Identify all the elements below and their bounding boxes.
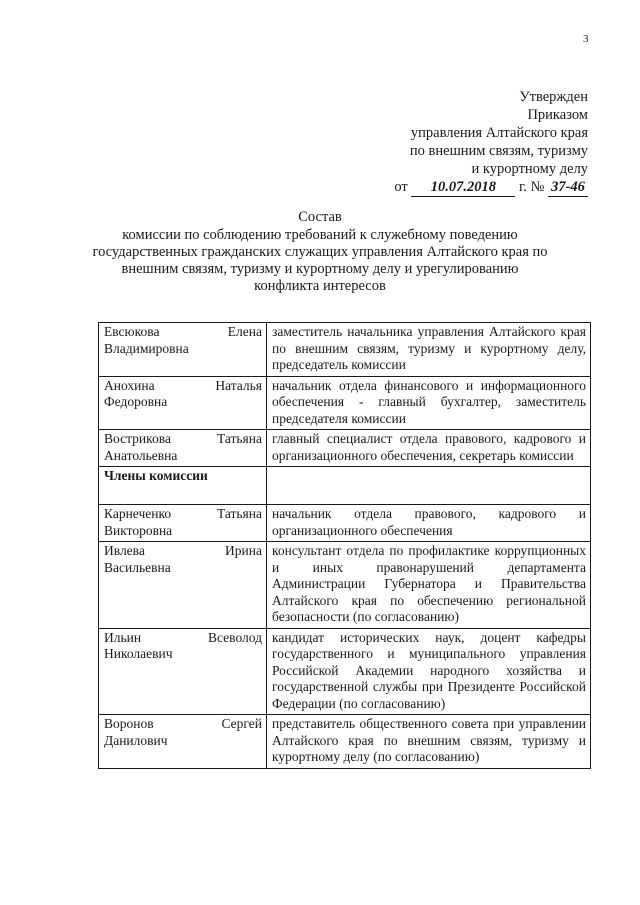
approval-line: управления Алтайского края [410, 125, 588, 141]
commission-composition-table [98, 322, 591, 769]
commission-member-row [99, 376, 591, 430]
member-name-line [104, 543, 262, 560]
approval-line: Приказом [527, 107, 588, 123]
commission-member-row [99, 715, 591, 769]
commission-member-row [99, 430, 591, 467]
member-first-name: Татьяна [216, 431, 262, 446]
member-first-name: Сергей [221, 716, 262, 731]
member-name-cell [99, 715, 267, 769]
member-first-name: Всеволод [208, 629, 262, 645]
member-name-line [104, 431, 262, 448]
member-patronymic: Викторовна [104, 522, 173, 538]
table-body [99, 323, 591, 769]
commission-member-row [99, 323, 591, 377]
member-patronymic: Владимировна [104, 340, 189, 356]
member-surname: Ивлева [104, 543, 145, 558]
document-title-block [90, 209, 550, 295]
date-prefix: от [394, 179, 408, 195]
page-number: 3 [583, 33, 589, 45]
member-name-line [104, 378, 262, 395]
handwritten-date: 10.07.2018 [411, 178, 515, 197]
commission-member-row [99, 628, 591, 715]
member-patronymic: Николаевич [104, 646, 173, 661]
commission-member-row [99, 505, 591, 542]
member-surname: Воронов [104, 716, 154, 731]
member-name-line [104, 716, 262, 733]
approval-line: Утвержден [519, 89, 588, 105]
member-first-name: Ирина [225, 543, 262, 558]
member-name-cell [99, 430, 267, 467]
member-role: главный специалист отдела правового, кадрового и организационного обеспечения, секретарь комиссии [267, 430, 591, 467]
member-role: консультант отдела по профилактике коррупционных и иных правонарушений департамента Администрации Губернатора и Правительства Алтайского края по обеспечению региональной безопасности (по согласованию) [267, 542, 591, 629]
member-surname: Карнеченко [104, 506, 172, 521]
member-first-name: Наталья [215, 377, 262, 393]
order-number-prefix: г. № [518, 179, 545, 195]
approval-block [348, 88, 588, 197]
member-patronymic: Федоровна [104, 394, 168, 409]
document-subtitle: комиссии по соблюдению требований к служебному поведению государственных гражданских служащих управления Алтайского края по внешним связям, туризму и курортному делу и урегулированию конфликта интересов [92, 227, 548, 294]
member-role: начальник отдела правового, кадрового и организационного обеспечения [267, 505, 591, 542]
member-surname: Анохина [104, 377, 155, 393]
handwritten-order-number: 37-46 [548, 178, 588, 197]
member-name-cell [99, 542, 267, 629]
member-role: начальник отдела финансового и информационного обеспечения - главный бухгалтер, заместитель председателя комиссии [267, 376, 591, 430]
member-surname: Вострикова [104, 431, 171, 446]
member-name-line [104, 506, 262, 523]
section-empty-cell [267, 467, 591, 505]
member-role: представитель общественного совета при управлении Алтайского края по внешним связям, туризму и курортному делу (по согласованию) [267, 715, 591, 769]
member-first-name: Елена [227, 324, 262, 339]
member-name-line [104, 630, 262, 647]
approval-date-line [348, 178, 588, 197]
member-patronymic: Анатольевна [104, 447, 178, 463]
approval-line: по внешним связям, туризму [409, 143, 588, 159]
section-row [99, 467, 591, 505]
approval-line: и курортному делу [471, 161, 588, 177]
member-surname: Евсюкова [104, 324, 160, 339]
member-name-cell [99, 376, 267, 430]
member-name-line [104, 324, 262, 341]
member-name-cell [99, 323, 267, 377]
commission-member-row [99, 542, 591, 629]
section-label-members: Члены комиссии [99, 467, 267, 505]
member-name-cell [99, 628, 267, 715]
member-first-name: Татьяна [216, 506, 262, 521]
member-role: заместитель начальника управления Алтайского края по внешним связям, туризму и курортному делу, председатель комиссии [267, 323, 591, 377]
member-patronymic: Данилович [104, 732, 168, 748]
member-name-cell [99, 505, 267, 542]
member-surname: Ильин [104, 629, 142, 645]
member-patronymic: Васильевна [104, 559, 171, 575]
member-role: кандидат исторических наук, доцент кафедры государственного и муниципального управления Российской Академии народного хозяйства и государственной службы при Президенте Российской Федерации (по согласованию) [267, 628, 591, 715]
document-type: Состав [298, 209, 342, 225]
